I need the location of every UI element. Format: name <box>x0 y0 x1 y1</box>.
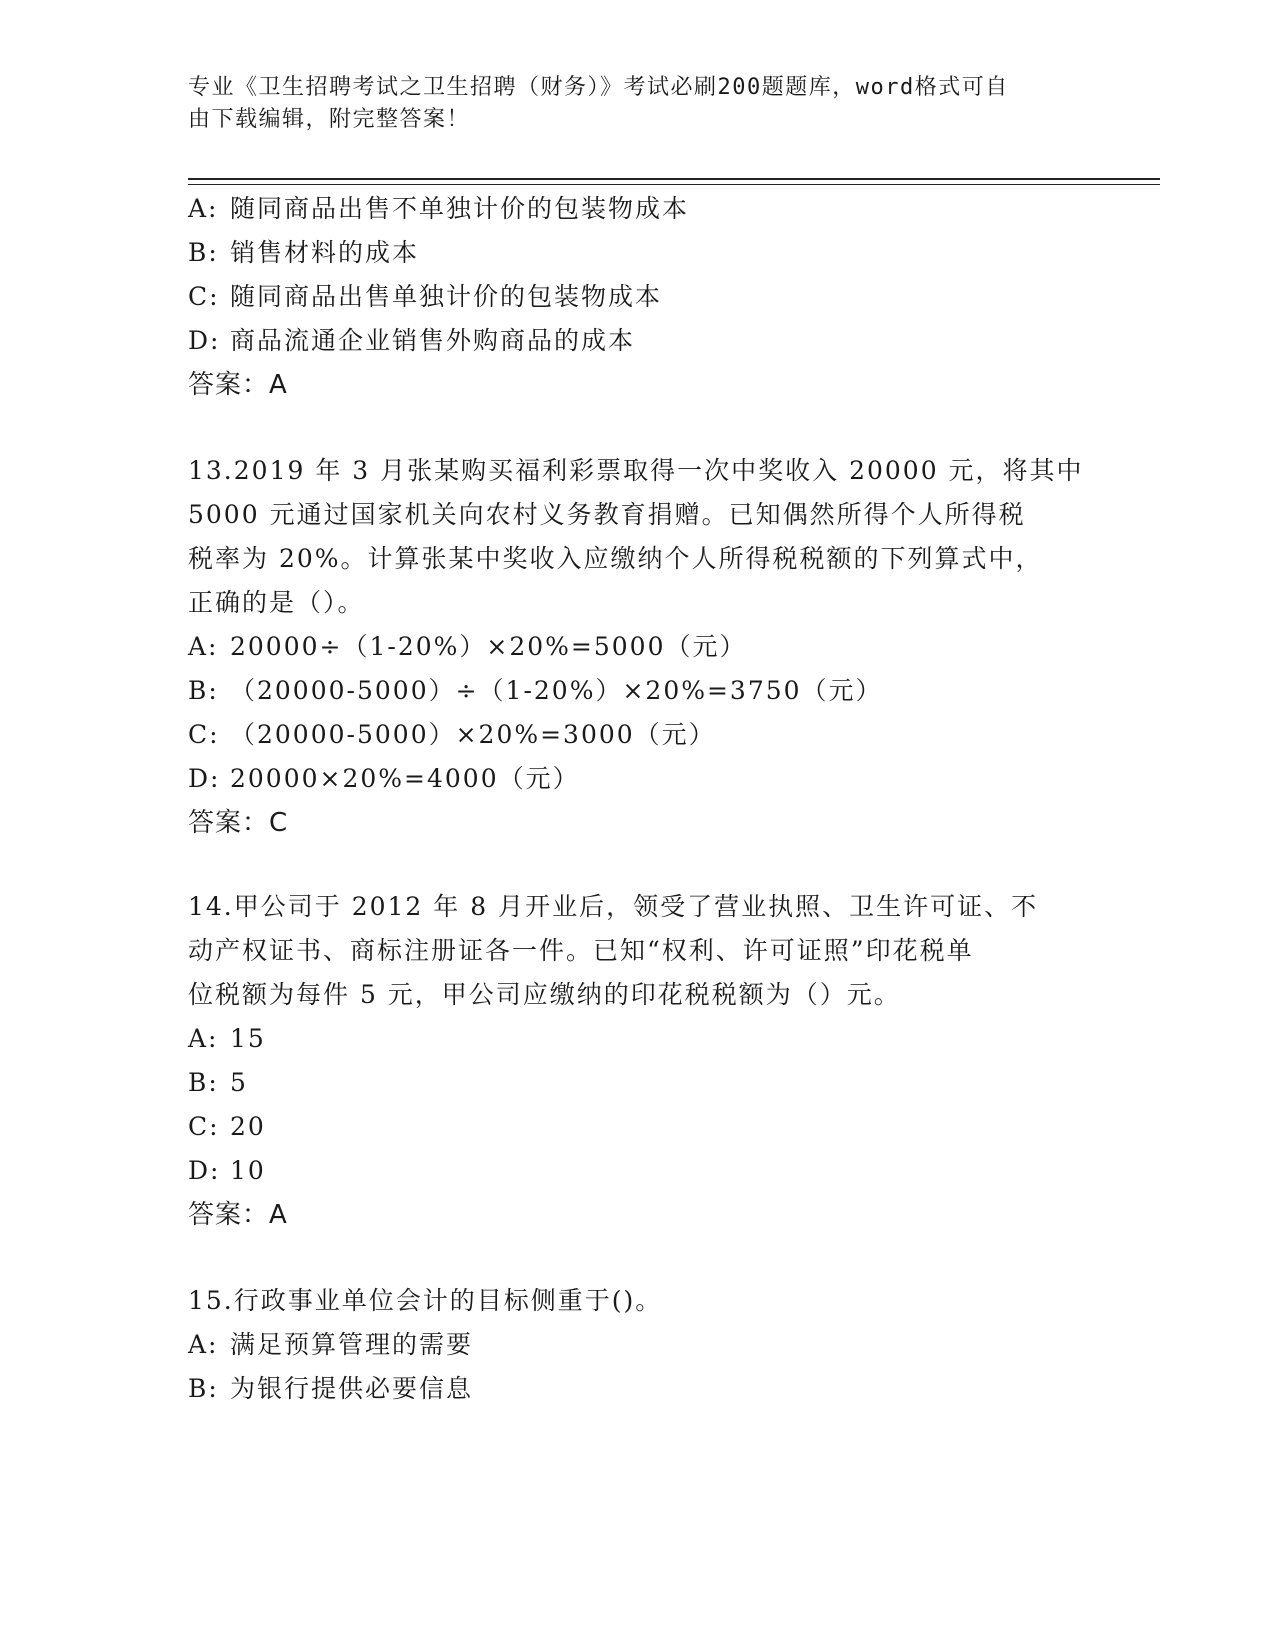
header-divider-top <box>188 178 1160 180</box>
q13-option-d <box>188 762 580 796</box>
q12-option-d <box>188 324 635 358</box>
option-label: D: <box>188 1156 221 1185</box>
q12-option-c <box>188 280 662 314</box>
q12-option-a <box>188 192 689 226</box>
option-label: B: <box>188 1374 219 1403</box>
q12-option-b <box>188 236 419 270</box>
q14-option-a <box>188 1022 266 1056</box>
q14-stem-line-1: 14.甲公司于 2012 年 8 月开业后，领受了营业执照、卫生许可证、不 <box>188 892 1039 921</box>
option-label: C: <box>188 282 220 311</box>
option-text: 随同商品出售不单独计价的包装物成本 <box>230 194 690 223</box>
option-text: 随同商品出售单独计价的包装物成本 <box>230 282 663 311</box>
header-line-1: 专业《卫生招聘考试之卫生招聘（财务）》考试必刷200题题库，word格式可自 <box>188 75 1009 100</box>
q14-option-b <box>188 1066 248 1100</box>
q13-answer: 答案：C <box>188 808 289 838</box>
option-label: B: <box>188 238 219 267</box>
q13-stem-line-2: 5000 元通过国家机关向农村义务教育捐赠。已知偶然所得个人所得税 <box>188 500 1026 529</box>
q12-answer: 答案：A <box>188 370 288 400</box>
option-label: C: <box>188 720 220 749</box>
q14-stem-line-3: 位税额为每件 5 元，甲公司应缴纳的印花税税额为（）元。 <box>188 980 901 1009</box>
option-label: D: <box>188 764 221 793</box>
option-label: A: <box>188 632 219 661</box>
q14-option-d <box>188 1154 266 1188</box>
q13-option-a <box>188 630 746 664</box>
option-label: A: <box>188 1024 219 1053</box>
option-text: 为银行提供必要信息 <box>230 1374 474 1403</box>
option-text: 20000÷（1-20%）×20%=5000（元） <box>230 632 747 661</box>
header-divider-bottom <box>188 184 1160 185</box>
q15-option-a <box>188 1328 473 1362</box>
option-text: 商品流通企业销售外购商品的成本 <box>230 326 636 355</box>
document-header <box>188 72 1068 136</box>
q15-option-b <box>188 1372 473 1406</box>
q14-stem-line-2: 动产权证书、商标注册证各一件。已知“权利、许可证照”印花税单 <box>188 936 974 965</box>
q14-option-c <box>188 1110 266 1144</box>
q13-stem-line-1: 13.2019 年 3 月张某购买福利彩票取得一次中奖收入 20000 元，将其中 <box>188 456 1084 485</box>
option-label: A: <box>188 1330 219 1359</box>
option-label: C: <box>188 1112 220 1141</box>
option-text: （20000-5000）÷（1-20%）×20%=3750（元） <box>230 676 883 705</box>
q15-stem-line-1: 15.行政事业单位会计的目标侧重于()。 <box>188 1286 663 1315</box>
option-label: D: <box>188 326 221 355</box>
option-text: 20 <box>230 1112 266 1141</box>
option-text: 15 <box>230 1024 266 1053</box>
option-label: B: <box>188 676 219 705</box>
q13-stem-line-4: 正确的是（）。 <box>188 588 365 617</box>
header-line-2: 由下载编辑，附完整答案！ <box>188 107 471 132</box>
option-text: 销售材料的成本 <box>230 238 420 267</box>
q13-stem-line-3: 税率为 20%。计算张某中奖收入应缴纳个人所得税税额的下列算式中， <box>188 544 1043 573</box>
option-label: A: <box>188 194 219 223</box>
option-text: 满足预算管理的需要 <box>230 1330 474 1359</box>
q13-option-b <box>188 674 883 708</box>
option-label: B: <box>188 1068 219 1097</box>
option-text: 20000×20%=4000（元） <box>230 764 580 793</box>
option-text: 10 <box>230 1156 266 1185</box>
option-text: （20000-5000）×20%=3000（元） <box>230 720 716 749</box>
option-text: 5 <box>230 1068 248 1097</box>
q14-answer: 答案：A <box>188 1200 288 1230</box>
q13-option-c <box>188 718 716 752</box>
